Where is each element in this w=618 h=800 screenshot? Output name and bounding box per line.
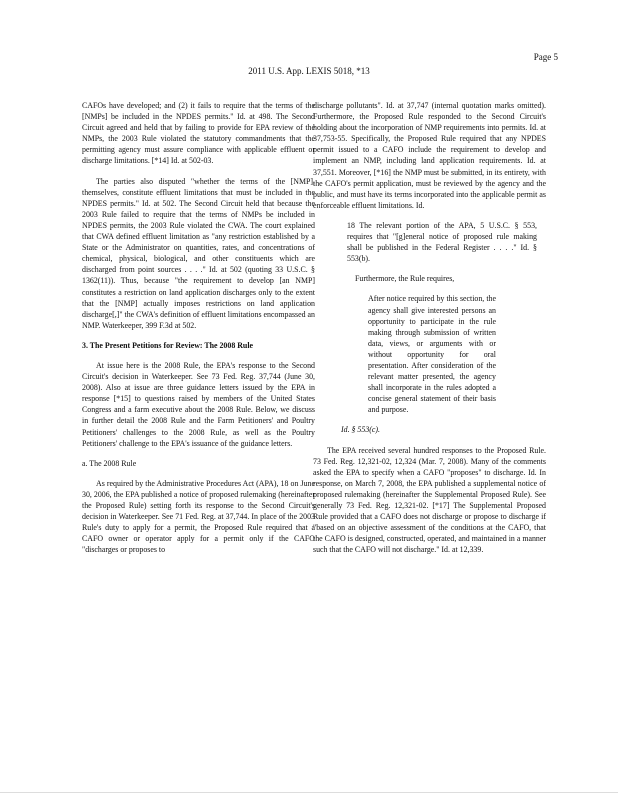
subsection-heading: a. The 2008 Rule bbox=[82, 458, 137, 468]
paragraph: The EPA received several hundred responses to the Proposed Rule. 73 Fed. Reg. 12,321-02, 12,324 (Mar. 7, 2008). Many of the comments asked the EPA to specify when a CAFO "proposes" to discharge. Id. In response, on March 7, 2008, the EPA published a supplemental notice of proposed rulemaking (hereinafter the Supplemental Proposed Rule). See generally 73 Fed. Reg. 12,321-02. [*17] The Supplemental Proposed Rule provided that a CAFO does not discharge or propose to discharge if "based on an objective assessment of the conditions at the CAFO, that the CAFO is designed, constructed, operated, and maintained in a manner such that the CAFO will not discharge." Id. at 12,339. bbox=[313, 445, 546, 555]
paragraph: As required by the Administrative Procedures Act (APA), 18 on June 30, 2006, the EPA published a notice of proposed rulemaking (hereinafter the Proposed Rule) setting forth its response to the Second Circuit's decision in Waterkeeper. See 71 Fed. Reg. at 37,744. In place of the 2003 Rule's duty to apply for a permit, the Proposed Rule required that a CAFO owner or operator apply for a permit only if the CAFO "discharges or proposes to bbox=[82, 478, 315, 555]
block-quote: After notice required by this section, the agency shall give interested persons an opportunity to participate in the rule making through submission of written data, views, or arguments with or without opportunity for oral presentation. After consideration of the relevant matter presented, the agency shall incorporate in the rules adopted a concise general statement of their basis and purpose. bbox=[368, 294, 496, 415]
paragraph: CAFOs have developed; and (2) it fails to require that the terms of the [NMPs] be included in the NPDES permits." Id. at 498. The Second Circuit agreed and held that by failing to provide for EPA review of the NMPs, the 2003 Rule violated the statutory commandments that the permitting agency must assure compliance with applicable effluent or discharge limitations. [*14] Id. at 502-03. bbox=[82, 101, 315, 166]
paragraph: The parties also disputed "whether the terms of the [NMP], themselves, constitute effluent limitations that must be included in the NPDES permits." Id. at 502. The Second Circuit held that because the 2003 Rule failed to require that the terms of NMPs be included in NPDES permits, the 2003 Rule violated the CWA. The court explained that CWA defined effluent limitation as "any restriction established by a State or the Administrator on quantities, rates, and concentrations of chemical, physical, biological, and other constituents which are discharged from point sources . . . ." Id. at 502 (quoting 33 U.S.C. § 1362(11)). Thus, because "the requirement to develop [an NMP] constitutes a restriction on land application discharges only to the extent that the [NMP] actually imposes restrictions on land application discharge[,]" the CWA's definition of effluent limitations encompassed an NMP. Waterkeeper, 399 F.3d at 502. bbox=[82, 176, 315, 330]
left-column bbox=[82, 100, 315, 564]
footnote-18: 18 The relevant portion of the APA, 5 U.S.C. § 553, requires that "[g]eneral notice of proposed rule making shall be published in the Federal Register . . . ." Id. § 553(b). bbox=[347, 220, 537, 264]
running-head: 2011 U.S. App. LEXIS 5018, *13 bbox=[248, 66, 370, 76]
page-number: Page 5 bbox=[533, 52, 558, 62]
paragraph: discharge pollutants". Id. at 37,747 (internal quotation marks omitted). Furthermore, the Proposed Rule responded to the Second Circuit's holding about the incorporation of NMP requirements into permits. Id. at 37,753-55. Specifically, the Proposed Rule required that any NPDES permit issued to a CAFO include the requirement to develop and implement an NMP, including land application requirements. Id. at 37,551. Moreover, [*16] the NMP must be submitted, in its entirety, with the CAFO's permit application, must be reviewed by the agency and the public, and must have its terms incorporated into the applicable permit as enforceable effluent limitations. Id. bbox=[313, 101, 546, 210]
right-column bbox=[313, 100, 546, 564]
paragraph: Furthermore, the Rule requires, bbox=[355, 274, 455, 284]
paragraph: At issue here is the 2008 Rule, the EPA's response to the Second Circuit's decision in Waterkeeper. See 73 Fed. Reg. 37,744 (June 30, 2008). Also at issue are three guidance letters issued by the EPA in response [*15] to questions raised by members of the United States Congress and a farm executive about the 2008 Rule. Below, we discuss in further detail the 2008 Rule and the Farm Petitioners' and Poultry Petitioners' challenges to the 2008 Rule, as well as the Poultry Petitioners' challenge to the EPA's issuance of the guidance letters. bbox=[82, 360, 315, 448]
section-heading: 3. The Present Petitions for Review: The 2008 Rule bbox=[82, 340, 254, 350]
citation: Id. § 553(c). bbox=[341, 425, 381, 435]
page-edge bbox=[0, 792, 618, 793]
